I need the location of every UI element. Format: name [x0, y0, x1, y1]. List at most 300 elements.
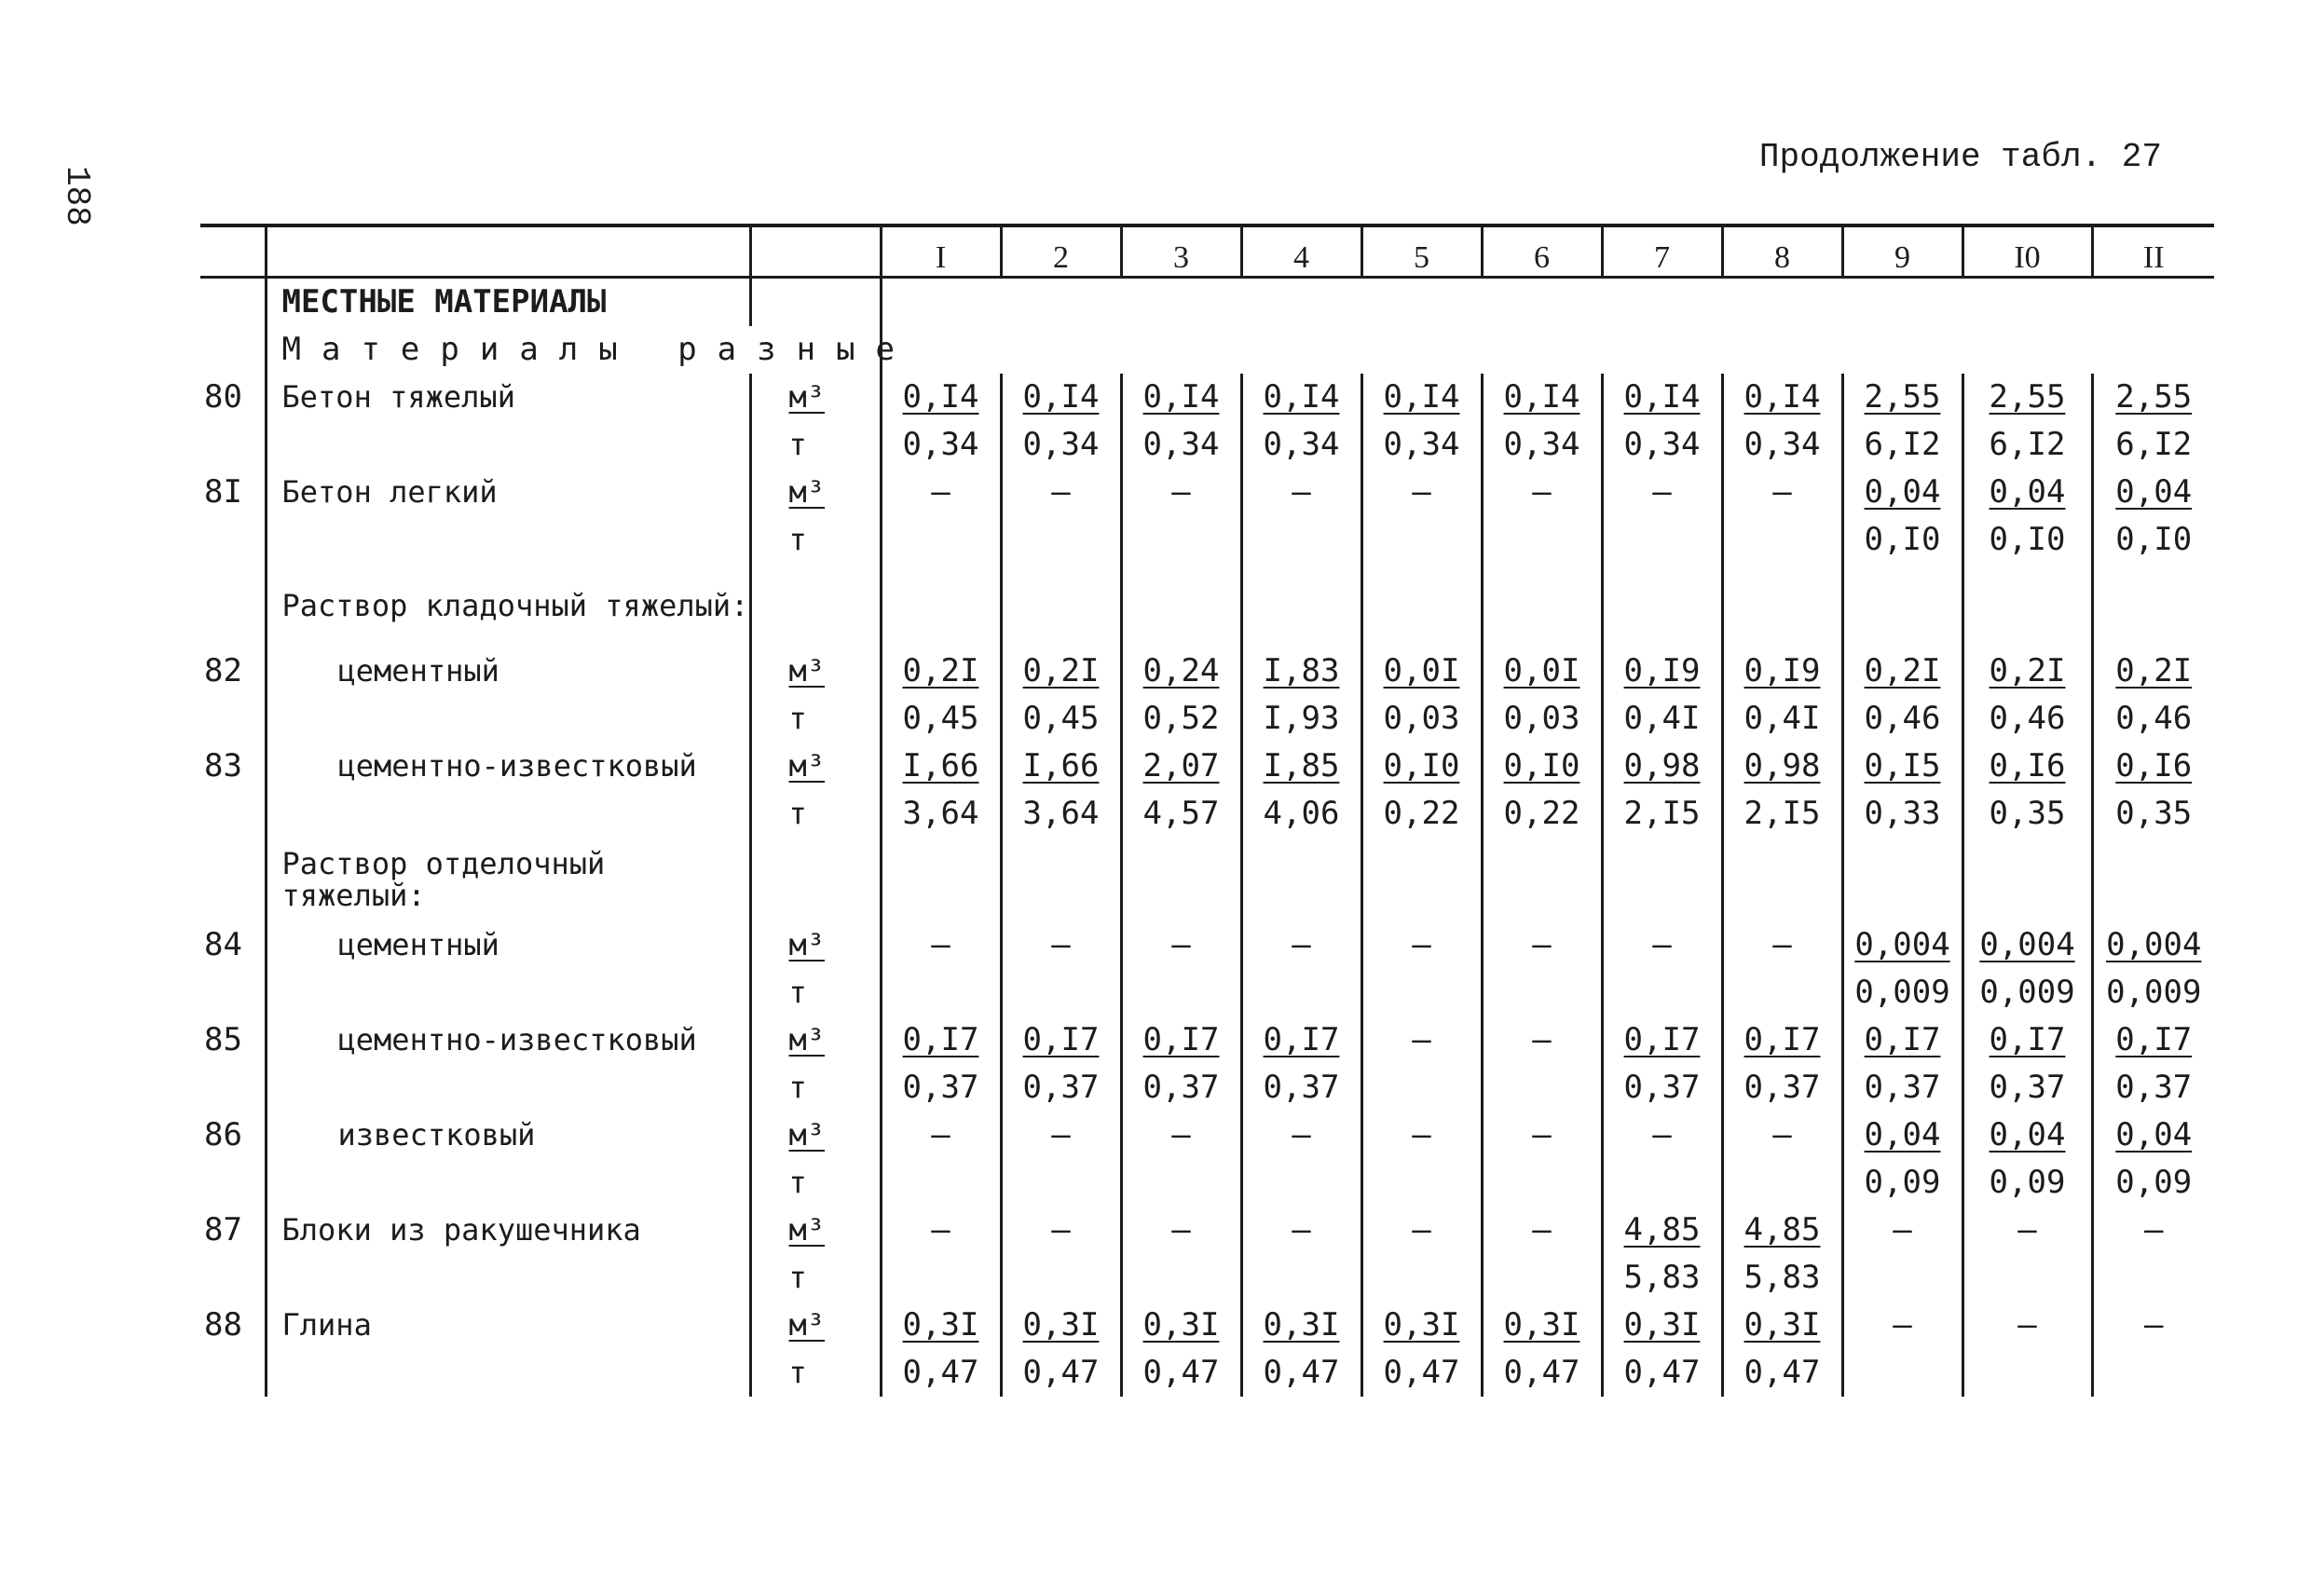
row-number [200, 1159, 266, 1207]
header-row [200, 225, 2214, 278]
value-cell [1001, 921, 1121, 969]
value-text: 0,98 [1623, 747, 1701, 784]
value-cell [1121, 469, 1241, 516]
value-text: – [1532, 1021, 1552, 1058]
value-cell [1001, 469, 1121, 516]
material-name [266, 695, 750, 743]
material-name: цементно-известковый [266, 1016, 750, 1064]
table-row [200, 1064, 2214, 1112]
table-row [200, 1207, 2214, 1254]
value-cell [1361, 1112, 1482, 1159]
value-cell [881, 1254, 1001, 1302]
value-text: 0,47 [1022, 1354, 1100, 1391]
value-text: 0,34 [1142, 426, 1220, 463]
unit-label: м³ [788, 1022, 826, 1057]
value-text: I,93 [1263, 700, 1340, 737]
value-text: 0,3I [1263, 1306, 1340, 1344]
unit-label: т [788, 701, 807, 736]
value-cell [1602, 1349, 1722, 1397]
value-text: 0,2I [2115, 652, 2193, 689]
value-text: 0,4I [1744, 700, 1821, 737]
unit-cell [750, 1016, 881, 1064]
value-text: 5,83 [1744, 1259, 1821, 1296]
section-subtitle: Материалы разные [266, 326, 881, 374]
value-text: 0,I4 [1022, 378, 1100, 416]
value-text: 0,09 [1989, 1164, 2066, 1201]
value-text: 0,I6 [2115, 747, 2193, 784]
value-cell [1602, 969, 1722, 1016]
value-text: 0,04 [2115, 1116, 2193, 1153]
unit-label: т [788, 1355, 807, 1390]
unit-cell [750, 421, 881, 469]
value-cell [1722, 469, 1842, 516]
value-text: 0,0I [1503, 652, 1580, 689]
value-text: 0,46 [2115, 700, 2193, 737]
value-cell [1602, 516, 1722, 564]
value-text: 0,45 [1022, 700, 1100, 737]
value-text: 0,37 [1263, 1069, 1340, 1106]
material-name: цементный [266, 648, 750, 695]
unit-label: т [788, 522, 807, 557]
value-cell [1121, 1302, 1241, 1349]
value-cell [1962, 1254, 2092, 1302]
value-cell [2092, 1016, 2214, 1064]
value-text: – [1292, 926, 1311, 963]
table-row [200, 1254, 2214, 1302]
value-cell [1962, 1159, 2092, 1207]
value-cell [2092, 1112, 2214, 1159]
value-cell [1121, 1254, 1241, 1302]
value-text: – [2017, 1211, 2037, 1248]
value-text: 0,009 [1979, 974, 2075, 1011]
value-text: I,83 [1263, 652, 1340, 689]
table-row [200, 1112, 2214, 1159]
material-name: Бетон тяжелый [266, 374, 750, 421]
value-cell [1001, 1254, 1121, 1302]
value-text: – [1652, 1116, 1672, 1153]
value-text: – [931, 1116, 950, 1153]
unit-label: т [788, 796, 807, 831]
value-cell [1121, 921, 1241, 969]
value-cell [1241, 1016, 1361, 1064]
value-text: 0,37 [1744, 1069, 1821, 1106]
value-cell [1361, 790, 1482, 838]
value-text: 0,22 [1503, 795, 1580, 832]
value-cell [1482, 1112, 1602, 1159]
value-cell [1602, 1254, 1722, 1302]
value-cell [1001, 969, 1121, 1016]
value-text: – [1051, 926, 1071, 963]
value-text: 2,I5 [1623, 795, 1701, 832]
column-header-11: II [2092, 225, 2214, 278]
table-row [200, 469, 2214, 516]
unit-label: т [788, 1260, 807, 1295]
value-text: 4,85 [1623, 1211, 1701, 1248]
value-text: – [1652, 473, 1672, 511]
row-number: 82 [204, 652, 242, 689]
value-cell [1842, 969, 1962, 1016]
value-text: 0,I0 [1383, 747, 1460, 784]
value-text: 0,004 [1979, 926, 2075, 963]
group-heading: Раствор кладочный тяжелый: [266, 564, 750, 648]
value-text: 0,09 [2115, 1164, 2193, 1201]
material-name: известковый [266, 1112, 750, 1159]
unit-cell [750, 1112, 881, 1159]
value-cell [1962, 969, 2092, 1016]
value-text: 0,34 [1383, 426, 1460, 463]
value-text: – [1171, 926, 1191, 963]
material-name: цементно-известковый [266, 743, 750, 790]
value-cell [1121, 1016, 1241, 1064]
value-text: 0,I7 [1989, 1021, 2066, 1058]
value-cell [881, 1064, 1001, 1112]
value-text: – [1532, 1116, 1552, 1153]
value-text: 0,47 [902, 1354, 979, 1391]
value-text: – [1051, 473, 1071, 511]
value-text: 0,46 [1864, 700, 1941, 737]
unit-label: т [788, 1165, 807, 1200]
value-cell [1482, 469, 1602, 516]
value-cell [1241, 1112, 1361, 1159]
value-cell [1001, 648, 1121, 695]
unit-label: т [788, 1070, 807, 1105]
value-cell [1361, 1302, 1482, 1349]
material-name: цементный [266, 921, 750, 969]
value-text: 0,34 [1263, 426, 1340, 463]
value-cell [1361, 969, 1482, 1016]
value-cell [1482, 743, 1602, 790]
value-text: 0,34 [902, 426, 979, 463]
value-cell [1602, 1064, 1722, 1112]
table-row [200, 790, 2214, 838]
unit-label: м³ [788, 653, 826, 689]
page-number: 188 [58, 166, 96, 226]
row-number [200, 1254, 266, 1302]
value-cell [1001, 421, 1121, 469]
section-title: МЕСТНЫЕ МАТЕРИАЛЫ [266, 278, 750, 327]
table-row [200, 1016, 2214, 1064]
value-cell [1361, 374, 1482, 421]
value-cell [1722, 743, 1842, 790]
value-cell [1962, 1302, 2092, 1349]
value-text: 0,04 [1989, 473, 2066, 511]
value-text: 0,I4 [1503, 378, 1580, 416]
value-cell [1962, 374, 2092, 421]
value-text: 0,I7 [1263, 1021, 1340, 1058]
value-text: 3,64 [902, 795, 979, 832]
value-cell [1001, 1349, 1121, 1397]
value-cell [1842, 1112, 1962, 1159]
material-name [266, 1254, 750, 1302]
row-number: 86 [204, 1116, 242, 1153]
value-cell [1121, 1207, 1241, 1254]
value-cell [1241, 695, 1361, 743]
value-cell [881, 469, 1001, 516]
value-text: 0,04 [1864, 473, 1941, 511]
value-cell [1361, 1254, 1482, 1302]
table-row [200, 421, 2214, 469]
row-number: 84 [204, 926, 242, 963]
value-cell [1482, 921, 1602, 969]
value-text: – [1412, 1211, 1431, 1248]
value-cell [1842, 695, 1962, 743]
unit-cell [750, 1207, 881, 1254]
value-text: I,85 [1263, 747, 1340, 784]
value-cell [1962, 743, 2092, 790]
value-cell [1001, 790, 1121, 838]
value-text: 2,55 [2115, 378, 2193, 416]
column-header-6: 6 [1482, 225, 1602, 278]
value-text: 0,3I [902, 1306, 979, 1344]
value-cell [1361, 695, 1482, 743]
value-text: 0,35 [1989, 795, 2066, 832]
value-text: 0,52 [1142, 700, 1220, 737]
unit-cell [750, 1302, 881, 1349]
value-text: 0,I4 [1142, 378, 1220, 416]
value-cell [1241, 421, 1361, 469]
unit-cell [750, 1254, 881, 1302]
value-cell [1602, 374, 1722, 421]
value-cell [1361, 1016, 1482, 1064]
value-cell [881, 921, 1001, 969]
value-text: – [1412, 926, 1431, 963]
value-text: 0,I7 [1142, 1021, 1220, 1058]
value-text: – [1893, 1306, 1912, 1344]
value-text: 0,04 [2115, 473, 2193, 511]
value-text: 0,47 [1263, 1354, 1340, 1391]
material-name: Глина [266, 1302, 750, 1349]
value-cell [881, 969, 1001, 1016]
value-cell [1241, 921, 1361, 969]
value-cell [1121, 1064, 1241, 1112]
value-text: – [1171, 1211, 1191, 1248]
unit-cell [750, 1159, 881, 1207]
value-text: 0,37 [1864, 1069, 1941, 1106]
value-cell [1001, 374, 1121, 421]
column-header-10: I0 [1962, 225, 2092, 278]
value-text: 0,2I [902, 652, 979, 689]
value-cell [881, 374, 1001, 421]
value-cell [1482, 648, 1602, 695]
value-cell [1962, 421, 2092, 469]
material-name: Блоки из ракушечника [266, 1207, 750, 1254]
value-text: I,66 [902, 747, 979, 784]
column-header-7: 7 [1602, 225, 1722, 278]
value-cell [1121, 516, 1241, 564]
value-cell [1962, 1064, 2092, 1112]
value-cell [1842, 1159, 1962, 1207]
group-heading-row [200, 564, 2214, 648]
value-text: 6,I2 [1989, 426, 2066, 463]
value-cell [2092, 921, 2214, 969]
value-text: 0,98 [1744, 747, 1821, 784]
value-cell [1241, 1207, 1361, 1254]
material-name: Бетон легкий [266, 469, 750, 516]
value-cell [1121, 790, 1241, 838]
value-cell [1602, 790, 1722, 838]
table-row [200, 1159, 2214, 1207]
value-cell [1361, 421, 1482, 469]
value-text: 2,55 [1989, 378, 2066, 416]
value-cell [1842, 469, 1962, 516]
value-text: 0,47 [1503, 1354, 1580, 1391]
header-blank-num [200, 225, 266, 278]
value-cell [1602, 1112, 1722, 1159]
value-text: – [2017, 1306, 2037, 1344]
value-text: 0,04 [1989, 1116, 2066, 1153]
row-number: 85 [204, 1021, 242, 1058]
value-cell [1722, 921, 1842, 969]
column-header-8: 8 [1722, 225, 1842, 278]
table-row [200, 743, 2214, 790]
value-text: 0,004 [2106, 926, 2202, 963]
value-cell [1842, 790, 1962, 838]
value-cell [1241, 1064, 1361, 1112]
value-text: 4,85 [1744, 1211, 1821, 1248]
value-cell [881, 743, 1001, 790]
value-cell [881, 790, 1001, 838]
value-cell [1722, 1349, 1842, 1397]
table-row [200, 374, 2214, 421]
value-cell [1361, 921, 1482, 969]
value-text: 0,009 [2106, 974, 2202, 1011]
value-cell [2092, 969, 2214, 1016]
value-text: 0,37 [2115, 1069, 2193, 1106]
value-cell [1842, 1207, 1962, 1254]
unit-cell [750, 469, 881, 516]
value-text: – [931, 473, 950, 511]
value-text: 0,3I [1022, 1306, 1100, 1344]
value-cell [1482, 516, 1602, 564]
unit-cell [750, 969, 881, 1016]
value-text: – [1171, 473, 1191, 511]
value-text: 0,35 [2115, 795, 2193, 832]
value-cell [881, 1349, 1001, 1397]
row-number [200, 1349, 266, 1397]
value-text: 0,3I [1142, 1306, 1220, 1344]
material-name [266, 790, 750, 838]
material-name [266, 516, 750, 564]
value-text: – [1772, 1116, 1792, 1153]
value-text: – [1412, 1116, 1431, 1153]
value-text: – [1292, 1116, 1311, 1153]
value-cell [1602, 648, 1722, 695]
value-text: 0,33 [1864, 795, 1941, 832]
unit-label: т [788, 975, 807, 1010]
section-title-row [200, 278, 2214, 327]
value-cell [881, 695, 1001, 743]
value-cell [1722, 374, 1842, 421]
value-cell [1241, 469, 1361, 516]
value-text: 0,I7 [2115, 1021, 2193, 1058]
unit-label: м³ [788, 1307, 826, 1343]
value-cell [2092, 1254, 2214, 1302]
value-text: 0,47 [1383, 1354, 1460, 1391]
column-header-2: 2 [1001, 225, 1121, 278]
value-cell [1482, 1016, 1602, 1064]
value-text: – [1772, 473, 1792, 511]
value-cell [1722, 516, 1842, 564]
value-cell [1241, 790, 1361, 838]
value-text: 0,47 [1142, 1354, 1220, 1391]
value-cell [881, 1159, 1001, 1207]
value-cell [1121, 1112, 1241, 1159]
material-name [266, 1159, 750, 1207]
value-cell [1361, 743, 1482, 790]
value-text: – [1772, 926, 1792, 963]
value-cell [1722, 695, 1842, 743]
value-cell [2092, 790, 2214, 838]
row-number [200, 695, 266, 743]
value-cell [1001, 1302, 1121, 1349]
value-cell [1602, 421, 1722, 469]
row-number [200, 516, 266, 564]
value-text: 0,I0 [1864, 521, 1941, 558]
value-cell [1121, 421, 1241, 469]
value-text: 0,I0 [1503, 747, 1580, 784]
value-cell [1722, 1064, 1842, 1112]
row-number: 88 [204, 1306, 242, 1344]
value-cell [1962, 1016, 2092, 1064]
value-cell [1602, 743, 1722, 790]
value-cell [2092, 1159, 2214, 1207]
value-cell [1361, 1159, 1482, 1207]
value-cell [2092, 1207, 2214, 1254]
value-cell [1602, 1302, 1722, 1349]
value-text: 0,I6 [1989, 747, 2066, 784]
value-cell [1842, 1302, 1962, 1349]
column-header-5: 5 [1361, 225, 1482, 278]
value-cell [1241, 374, 1361, 421]
value-text: – [1051, 1116, 1071, 1153]
unit-label: м³ [788, 474, 826, 510]
value-cell [1842, 1349, 1962, 1397]
value-text: 0,37 [1142, 1069, 1220, 1106]
value-text: – [1532, 473, 1552, 511]
value-text: 2,I5 [1744, 795, 1821, 832]
value-text: 0,I0 [1989, 521, 2066, 558]
value-text: 0,34 [1744, 426, 1821, 463]
value-text: – [1171, 1116, 1191, 1153]
value-text: – [2144, 1211, 2164, 1248]
header-blank-unit [750, 225, 881, 278]
materials-table-wrapper [200, 224, 2204, 1397]
value-text: 0,I9 [1744, 652, 1821, 689]
value-cell [2092, 516, 2214, 564]
value-text: 3,64 [1022, 795, 1100, 832]
unit-label: м³ [788, 1212, 826, 1248]
row-number [200, 421, 266, 469]
unit-cell [750, 374, 881, 421]
table-row [200, 695, 2214, 743]
value-text: 0,004 [1854, 926, 1950, 963]
value-text: 0,I7 [1623, 1021, 1701, 1058]
value-cell [1722, 1112, 1842, 1159]
value-text: 0,3I [1503, 1306, 1580, 1344]
value-cell [1001, 1159, 1121, 1207]
row-number: 8I [204, 473, 242, 511]
value-cell [881, 1112, 1001, 1159]
value-cell [1241, 1254, 1361, 1302]
value-cell [1121, 743, 1241, 790]
value-cell [1962, 516, 2092, 564]
value-text: 0,37 [1022, 1069, 1100, 1106]
value-cell [1722, 969, 1842, 1016]
value-cell [1842, 421, 1962, 469]
unit-cell [750, 790, 881, 838]
value-cell [1962, 1349, 2092, 1397]
value-text: 6,I2 [2115, 426, 2193, 463]
